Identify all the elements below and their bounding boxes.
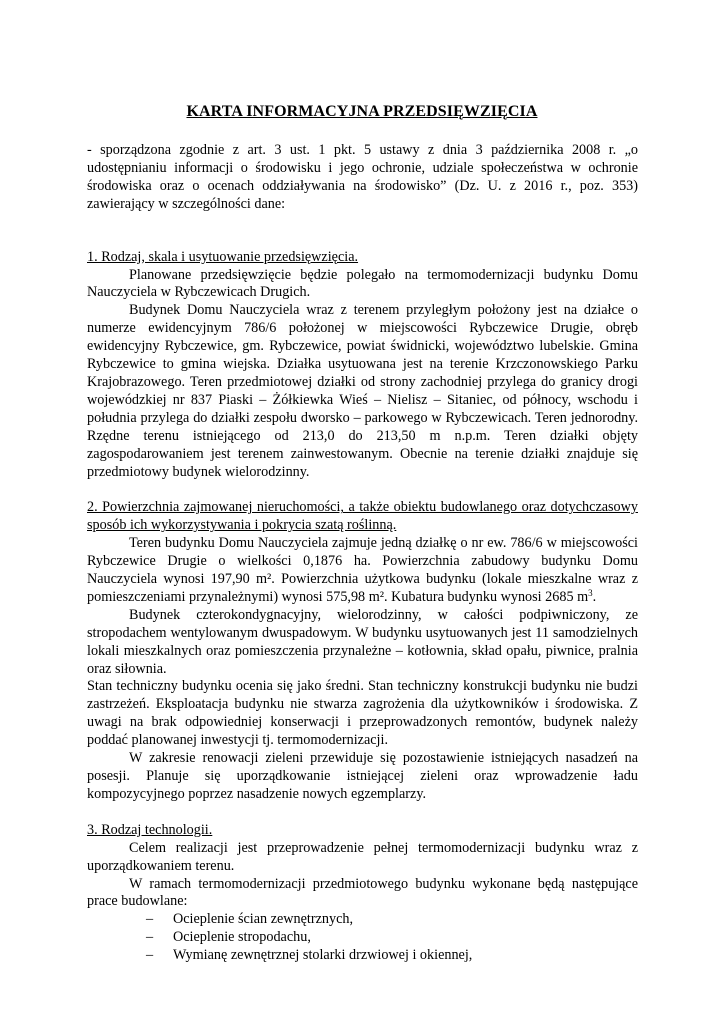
section-2-heading: 2. Powierzchnia zajmowanej nieruchomości, a także obiektu budowlanego oraz dotychczasowy sposób ich wykorzystywania i pokrycia szatą roślinną. (87, 499, 638, 534)
intro-paragraph: - sporządzona zgodnie z art. 3 ust. 1 pkt. 5 ustawy z dnia 3 października 2008 r. „o udostępnianiu informacji o środowisku i jego ochronie, udziale społeczeństwa w ochronie środowiska oraz o ocenach oddziaływania na środowisko” (Dz. U. z 2016 r., poz. 353) zawierający w szczególności dane: (87, 142, 638, 212)
section-3-paragraph-2: W ramach termomodernizacji przedmiotowego budynku wykonane będą następujące prace budowlane: (87, 875, 638, 910)
list-item-text: Wymianę zewnętrznej stolarki drzwiowej i okiennej, (173, 947, 473, 964)
list-item-text: Ocieplenie ścian zewnętrznych, (173, 911, 354, 928)
section-2-paragraph-2: Budynek czterokondygnacyjny, wielorodzinny, w całości podpiwniczony, ze stropodachem wentylowanym dwuspadowym. W budynku usytuowanych jest 11 samodzielnych lokali mieszkalnych oraz pomieszczenia przynależne – kotłownia, skład opału, piwnice, pralnia oraz siłownia. (87, 606, 638, 677)
list-item-text: Ocieplenie stropodachu, (173, 929, 311, 946)
section-1-heading: 1. Rodzaj, skala i usytuowanie przedsięwzięcia. (87, 248, 359, 265)
spacer (87, 214, 638, 249)
dash-bullet: – (146, 947, 154, 964)
section-2-paragraph-1-end: . (592, 588, 597, 605)
list-item (146, 947, 638, 965)
section-2-paragraph-4: W zakresie renowacji zieleni przewiduje się pozostawienie istniejących nasadzeń na posesji. Planuje się uporządkowanie istniejącej zieleni oraz wprowadzenie ładu kompozycyjnego poprzez nasadzenie nowych egzemplarzy. (87, 750, 638, 802)
dash-bullet: – (146, 929, 154, 946)
section-2-paragraph-1 (87, 535, 638, 607)
section-2-paragraph-1-text: Teren budynku Domu Nauczyciela zajmuje jedną działkę o nr ew. 786/6 w miejscowości Rybczewice Drugie o wielkości 0,1876 ha. Powierzchnia zabudowy budynku Domu Nauczyciela wynosi 197,90 m². Powierzchnia użytkowa budynku (lokale mieszkalne wraz z pomieszczeniami przynależnymi) wynosi 575,98 m². Kubatura budynku wynosi 2685 m (87, 535, 638, 605)
list-item (146, 929, 638, 947)
section-1-paragraph-2: Budynek Domu Nauczyciela wraz z terenem przyległym położony jest na działce o numerze ewidencyjnym 786/6 położonej w miejscowości Rybczewice Drugie, obręb ewidencyjny Rybczewice, gm. Rybczewice, powiat świdnicki, województwo lubelskie. Gmina Rybczewice to gmina wiejska. Działka usytuowana jest na terenie Krzczonowskiego Parku Krajobrazowego. Teren przedmiotowej działki od strony zachodniej przylega do granicy drogi wojewódzkiej nr 837 Piaski – Żółkiewka Wieś – Nielisz – Sitaniec, od północy, wschodu i południa przylega do działki zespołu dworsko – parkowego w Rybczewicach. Teren jednorodny. Rzędne terenu istniejącego od 213,0 do 213,50 m n.p.m. Teren działki objęty zagospodarowaniem jest terenem zainwestowanym. Obecnie na terenie działki znajduje się przedmiotowy budynek wielorodzinny. (87, 302, 638, 480)
section-3-heading: 3. Rodzaj technologii. (87, 821, 213, 838)
spacer (87, 804, 638, 822)
section-3-paragraph-1: Celem realizacji jest przeprowadzenie pełnej termomodernizacji budynku wraz z uporządkowaniem terenu. (87, 839, 638, 874)
section-2-paragraph-3: Stan techniczny budynku ocenia się jako średni. Stan techniczny konstrukcji budynku nie budzi zastrzeżeń. Eksploatacja budynku nie stwarza zagrożenia dla użytkowników i środowiska. Z uwagi na brak odpowiedniej konserwacji i przeprowadzonych remontów, budynek należy poddać planowanej inwestycji tj. termomodernizacji. (87, 678, 638, 749)
works-list (87, 911, 638, 965)
dash-bullet: – (146, 911, 154, 928)
section-1-paragraph-1: Planowane przedsięwzięcie będzie polegało na termomodernizacji budynku Domu Nauczyciela w Rybczewicach Drugich. (87, 266, 638, 301)
document-body (87, 142, 638, 965)
spacer (87, 481, 638, 499)
document-title: KARTA INFORMACYJNA PRZEDSIĘWZIĘCIA (186, 103, 538, 120)
cubic-superscript: 3 (588, 587, 593, 598)
list-item (146, 911, 638, 929)
